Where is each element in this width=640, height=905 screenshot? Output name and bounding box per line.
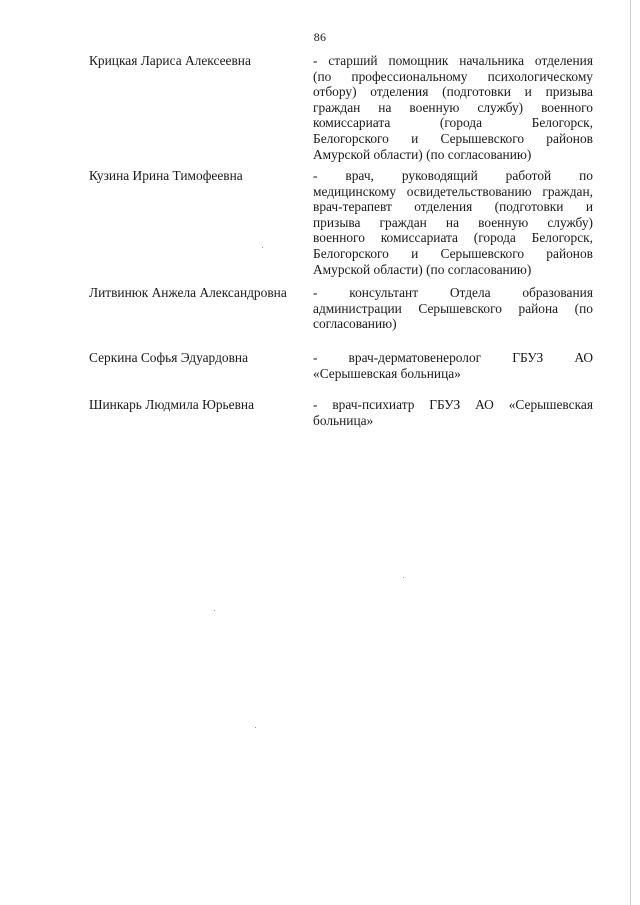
position-line: - врач-психиатр ГБУЗ АО «Серышевская	[313, 397, 593, 412]
member-position	[313, 285, 593, 332]
position-line: Белогорского и Серышевского районов	[313, 130, 593, 146]
scan-edge-line	[630, 0, 631, 905]
position-line: согласованию)	[313, 316, 397, 332]
member-name: Кузина Ирина Тимофеевна	[89, 168, 243, 183]
member-name: Шинкарь Людмила Юрьевна	[89, 397, 255, 412]
page-number: 86	[313, 30, 327, 44]
position-line: «Серышевская больница»	[313, 365, 461, 381]
position-line: военного комиссариата (города Белогорск,	[313, 230, 593, 246]
position-line: - врач, руководящий работой по	[313, 168, 593, 183]
position-line: - врач-дерматовенеролог ГБУЗ АО	[313, 350, 593, 365]
member-position	[313, 350, 593, 381]
position-line: медицинскому освидетельствованию граждан,	[313, 183, 593, 199]
position-line: Амурской области) (по согласованию)	[313, 261, 532, 277]
member-name: Крицкая Лариса Алексеевна	[89, 53, 251, 68]
position-line: отбору) отделения (подготовки и призыва	[313, 84, 593, 100]
member-position	[313, 53, 593, 162]
scan-speck	[403, 577, 404, 578]
position-line: администрации Серышевского района (по	[313, 300, 593, 316]
scan-speck	[214, 610, 215, 611]
position-line: комиссариата (города Белогорск,	[313, 115, 593, 131]
position-line: врач-терапевт отделения (подготовки и	[313, 199, 593, 215]
member-name: Серкина Софья Эдуардовна	[89, 350, 249, 365]
member-position	[313, 168, 593, 277]
position-line: призыва граждан на военную службу)	[313, 214, 593, 230]
member-name: Литвинюк Анжела Александровна	[89, 285, 287, 300]
position-line: больница»	[313, 412, 374, 428]
position-line: - консультант Отдела образования	[313, 285, 593, 300]
position-line: Амурской области) (по согласованию)	[313, 146, 532, 162]
scan-speck	[255, 727, 256, 728]
position-line: - старший помощник начальника отделения	[313, 53, 593, 68]
position-line: (по профессиональному психологическому	[313, 68, 593, 84]
scan-speck	[262, 247, 263, 248]
member-position	[313, 397, 593, 428]
position-line: граждан на военную службу) военного	[313, 99, 593, 115]
position-line: Белогорского и Серышевского районов	[313, 245, 593, 261]
